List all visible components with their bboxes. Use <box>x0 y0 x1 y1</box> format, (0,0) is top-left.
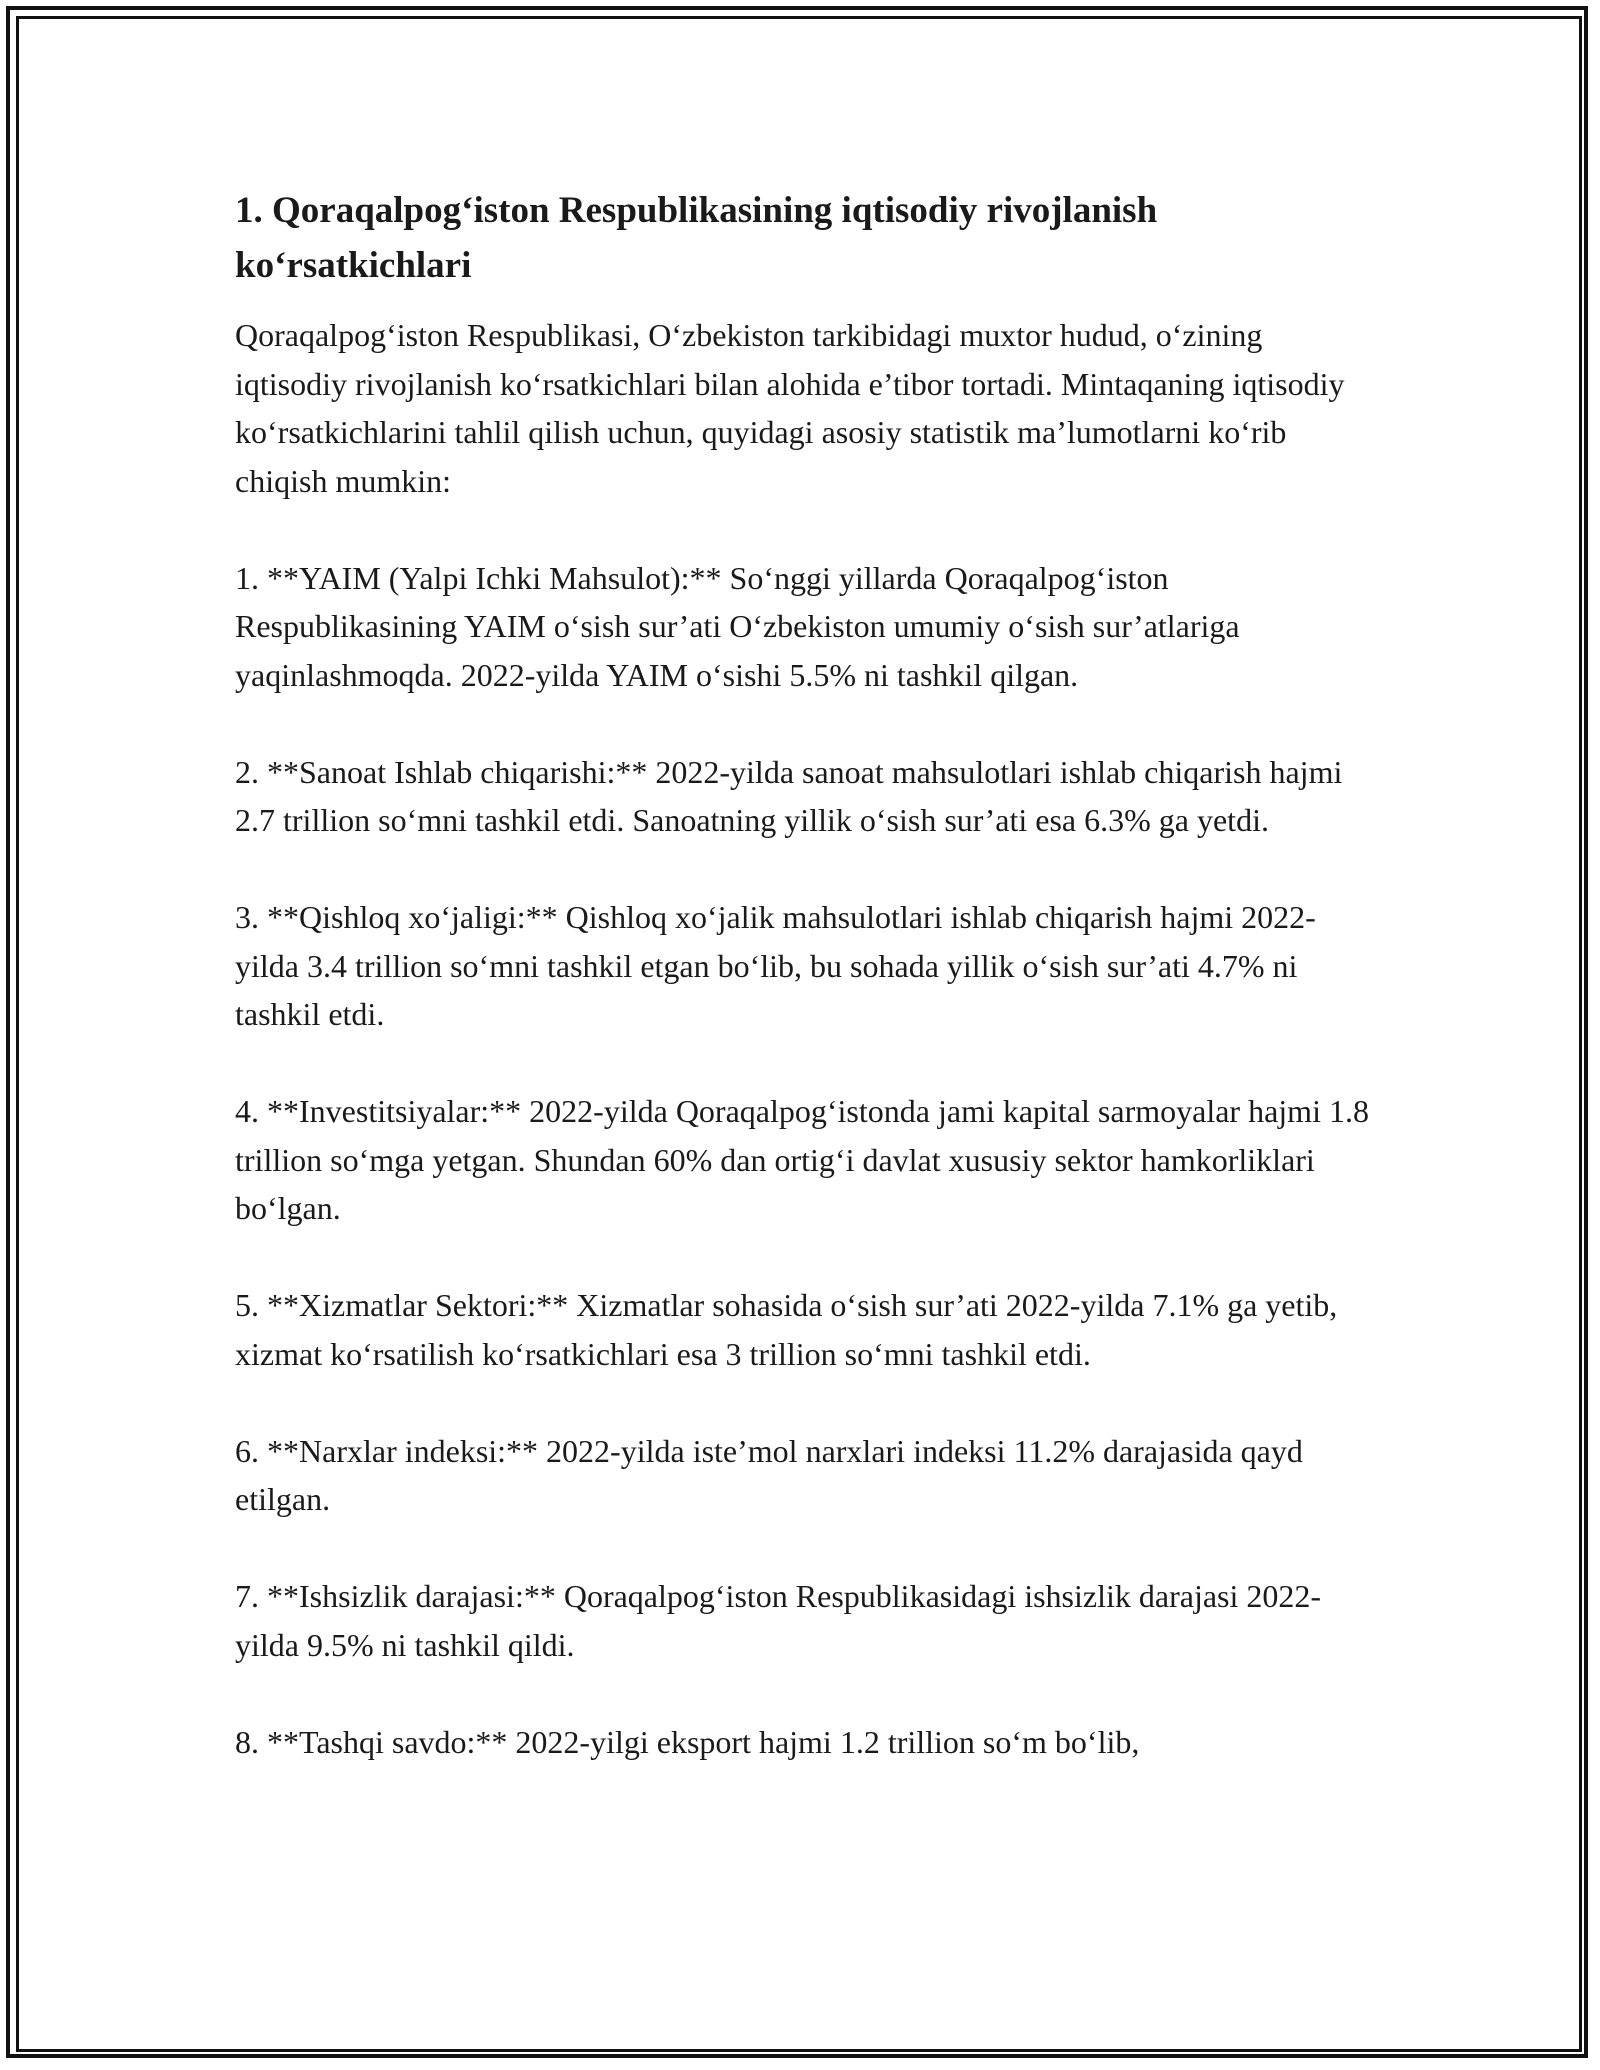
list-item-agriculture: 3. **Qishloq xo‘jaligi:** Qishloq xo‘jalik mahsulotlari ishlab chiqarish hajmi 2022-yilda 3.4 trillion so‘mni tashkil etgan bo‘lib, bu sohada yillik o‘sish sur’ati 4.7% ni tashkil etdi. <box>235 899 1316 1032</box>
list-item-gdp: 1. **YAIM (Yalpi Ichki Mahsulot):** So‘nggi yillarda Qoraqalpog‘iston Respublikasining YAIM o‘sish sur’ati O‘zbekiston umumiy o‘sish sur’atlariga yaqinlashmoqda. 2022-yilda YAIM o‘sishi 5.5% ni tashkil qilgan. <box>235 559 1240 693</box>
list-item-foreign-trade: 8. **Tashqi savdo:** 2022-yilgi eksport hajmi 1.2 trillion so‘m bo‘lib, <box>235 1723 1140 1760</box>
list-item-services: 5. **Xizmatlar Sektori:** Xizmatlar sohasida o‘sish sur’ati 2022-yilda 7.1% ga yetib, xizmat ko‘rsatilish ko‘rsatkichlari esa 3 trillion so‘mni tashkil etdi. <box>235 1287 1338 1372</box>
document-page <box>235 183 1370 1766</box>
list-item-investments: 4. **Investitsiyalar:** 2022-yilda Qoraqalpog‘istonda jami kapital sarmoyalar hajmi 1.8 trillion so‘mga yetgan. Shundan 60% dan ortig‘i davlat xususiy sektor hamkorliklari bo‘lgan. <box>235 1093 1369 1226</box>
list-item-unemployment: 7. **Ishsizlik darajasi:** Qoraqalpog‘iston Respublikasidagi ishsizlik darajasi 2022-yilda 9.5% ni tashkil qildi. <box>235 1578 1322 1663</box>
list-item-industry: 2. **Sanoat Ishlab chiqarishi:** 2022-yilda sanoat mahsulotlari ishlab chiqarish hajmi 2.7 trillion so‘mni tashkil etdi. Sanoatning yillik o‘sish sur’ati esa 6.3% ga yetdi. <box>235 753 1343 838</box>
document-title: 1. Qoraqalpog‘iston Respublikasining iqtisodiy rivojlanish ko‘rsatkichlari <box>235 190 1158 286</box>
list-item-price-index: 6. **Narxlar indeksi:** 2022-yilda iste’mol narxlari indeksi 11.2% darajasida qayd etilgan. <box>235 1432 1303 1517</box>
intro-paragraph: Qoraqalpog‘iston Respublikasi, O‘zbekiston tarkibidagi muxtor hudud, o‘zining iqtisodiy rivojlanish ko‘rsatkichlari bilan alohida e’tibor tortadi. Mintaqaning iqtisodiy ko‘rsatkichlarini tahlil qilish uchun, quyidagi asosiy statistik ma’lumotlarni ko‘rib chiqish mumkin: <box>235 317 1345 499</box>
